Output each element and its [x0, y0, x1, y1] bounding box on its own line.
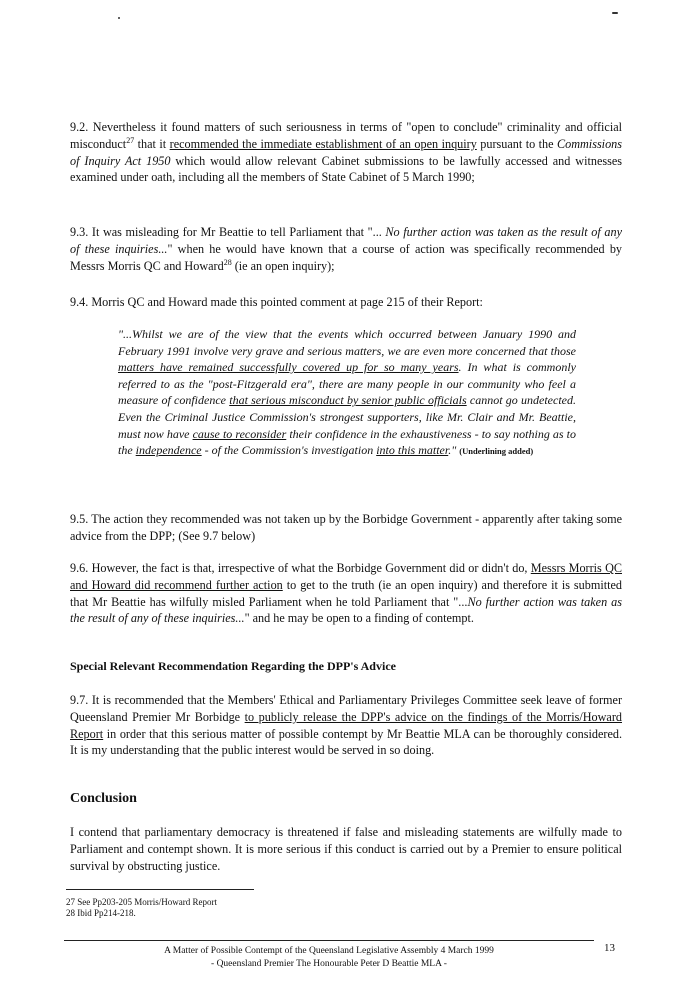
underlining-note: (Underlining added) [459, 446, 534, 457]
paragraph-text: that it [134, 136, 170, 151]
quote-text: their confidence in the exhaustiveness - to say nothing as to the [118, 426, 577, 458]
underlined-text: matters have remained successfully covered up for so many years [118, 360, 459, 375]
quoted-text: No further action was taken as the result of any of these inquiries... [70, 594, 622, 626]
quote-text: cannot go undetected. Even the Criminal Justice Commission's strongest supporters, like Mr. Clair and Mr. Beattie, must now have [118, 393, 576, 441]
underlined-text: Messrs Morris QC and Howard did recommend further action [70, 561, 622, 592]
section-heading-conclusion: Conclusion [70, 791, 137, 806]
underlined-text: independence [135, 443, 202, 458]
paragraph-text: 9.3. It was misleading for Mr Beattie to tell Parliament that "... [70, 225, 386, 239]
paragraph-9-2 [70, 119, 622, 186]
scan-speck [118, 17, 120, 19]
paragraph-text: (ie an open inquiry); [231, 258, 335, 273]
paragraph-text: pursuant to the [476, 136, 557, 151]
quoted-text: No further action was taken as the result of any of these inquiries... [70, 225, 622, 256]
underlined-text: that serious misconduct by senior public officials [229, 393, 467, 408]
footer-divider [64, 940, 594, 941]
paragraph-text: to get to the truth (ie an open inquiry) and therefore it is submitted that Mr Beattie has wilfully misled Parliament when he told Parliament that "... [70, 577, 622, 609]
conclusion-paragraph: I contend that parliamentary democracy is threatened if false and misleading statements are wilfully made to Parliament and contempt shown. It is more serious if this conduct is carried out by a Premier to ensure political survival by obstructing justice. [70, 825, 622, 873]
paragraph-9-4: 9.4. Morris QC and Howard made this pointed comment at page 215 of their Report: [70, 295, 483, 309]
underlined-text: recommended the immediate establishment of an open inquiry [169, 136, 477, 151]
paragraph-text: 9.6. However, the fact is that, irrespective of what the Borbidge Government did or didn't do, [70, 561, 531, 575]
underlined-text: cause to reconsider [192, 426, 287, 441]
page-number: 13 [604, 942, 615, 954]
footnote-ref: 27 [126, 135, 135, 145]
paragraph-text: " and he may be open to a finding of contempt. [244, 611, 474, 626]
quote-text: ." [448, 443, 460, 458]
paragraph-9-7 [70, 692, 622, 759]
paragraph-text: 9.7. It is recommended that the Members' Ethical and Parliamentary Privileges Committee seek leave of former Queensland Premier Mr Borbidge [70, 693, 622, 724]
quote-text: . In what is commonly referred to as the "post-Fitzgerald era", there are many people in our community who feel a measure of confidence [118, 360, 576, 408]
paragraph-9-6 [70, 560, 622, 627]
paragraph-text: 9.2. Nevertheless it found matters of such seriousness in terms of "open to conclude" criminality and official misconduct [70, 120, 622, 151]
footnote-27: 27 See Pp203-205 Morris/Howard Report [66, 897, 217, 907]
act-title: Commissions of Inquiry Act 1950 [70, 136, 622, 168]
footnote-28: 28 Ibid Pp214-218. [66, 908, 136, 918]
paragraph-text: in order that this serious matter of possible contempt by Mr Beattie MLA can be thoroughly considered. It is my understanding that the public interest would be served in so doing. [70, 726, 622, 758]
footnote-divider [66, 889, 254, 890]
underlined-text: to publicly release the DPP's advice on the findings of the Morris/Howard Report [70, 709, 622, 741]
block-quote [118, 326, 576, 460]
paragraph-9-5: 9.5. The action they recommended was not taken up by the Borbidge Government - apparently after taking some advice from the DPP; (See 9.7 below) [70, 512, 622, 543]
footer-subtitle-line: - Queensland Premier The Honourable Peter D Beattie MLA - [211, 959, 447, 969]
quote-text: "...Whilst we are of the view that the events which occurred between January 1990 and February 1991 involve very grave and serious matters, we are even more concerned that those [118, 327, 576, 358]
paragraph-9-3 [70, 224, 622, 274]
paragraph-text: which would allow relevant Cabinet submissions to be lawfully accessed and witnesses examined under oath, including all the members of State Cabinet of 5 March 1990; [70, 153, 622, 185]
section-heading-dpp: Special Relevant Recommendation Regarding the DPP's Advice [70, 659, 396, 673]
scan-speck [612, 12, 618, 14]
quote-text: - of the Commission's investigation [201, 443, 377, 458]
footnote-ref: 28 [223, 257, 232, 267]
underlined-text: into this matter [376, 443, 449, 458]
paragraph-text: " when he would have known that a course of action was specifically recommended by Messrs Morris QC and Howard [70, 241, 623, 273]
footer-title-line: A Matter of Possible Contempt of the Queensland Legislative Assembly 4 March 1999 [164, 946, 494, 956]
